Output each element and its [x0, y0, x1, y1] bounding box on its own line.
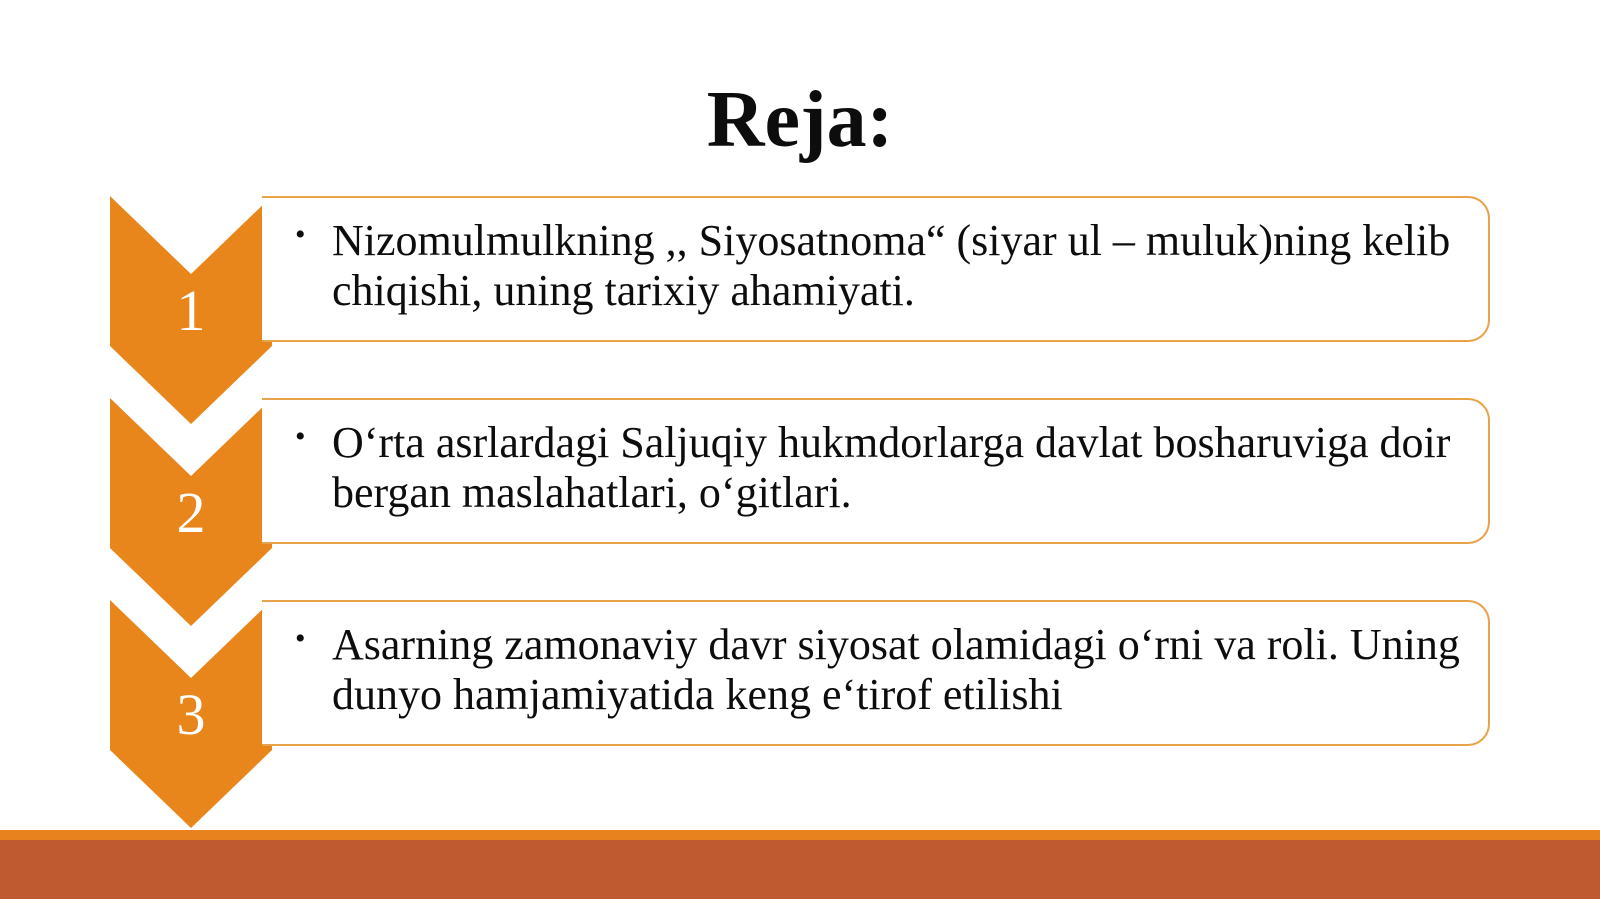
bullet-3: •: [295, 622, 306, 655]
step-number-2: 2: [176, 480, 206, 545]
plan-item-2: [262, 398, 1490, 544]
plan-item-1: [262, 196, 1490, 342]
step-number-1: 1: [176, 278, 206, 343]
bullet-1: •: [295, 218, 306, 251]
plan-item-2-text: O‘rta asrlardagi Saljuqiy hukmdorlarga davlat bosharuviga doir bergan maslahatlari, o‘gitlari.: [332, 418, 1451, 517]
plan-item-3: [262, 600, 1490, 746]
bullet-2: •: [295, 420, 306, 453]
footer-bar: [0, 840, 1600, 899]
plan-item-1-text: Nizomulmulkning ,, Siyosatnoma“ (siyar ul – muluk)ning kelib chiqishi, uning tarixiy ahamiyati.: [332, 216, 1451, 315]
plan-item-3-text: Asarning zamonaviy davr siyosat olamidagi o‘rni va roli. Uning dunyo hamjamiyatida keng e‘tirof etilishi: [332, 620, 1460, 719]
footer-accent-line: [0, 830, 1600, 840]
slide-title: Reja:: [706, 76, 894, 164]
step-number-3: 3: [176, 682, 206, 747]
